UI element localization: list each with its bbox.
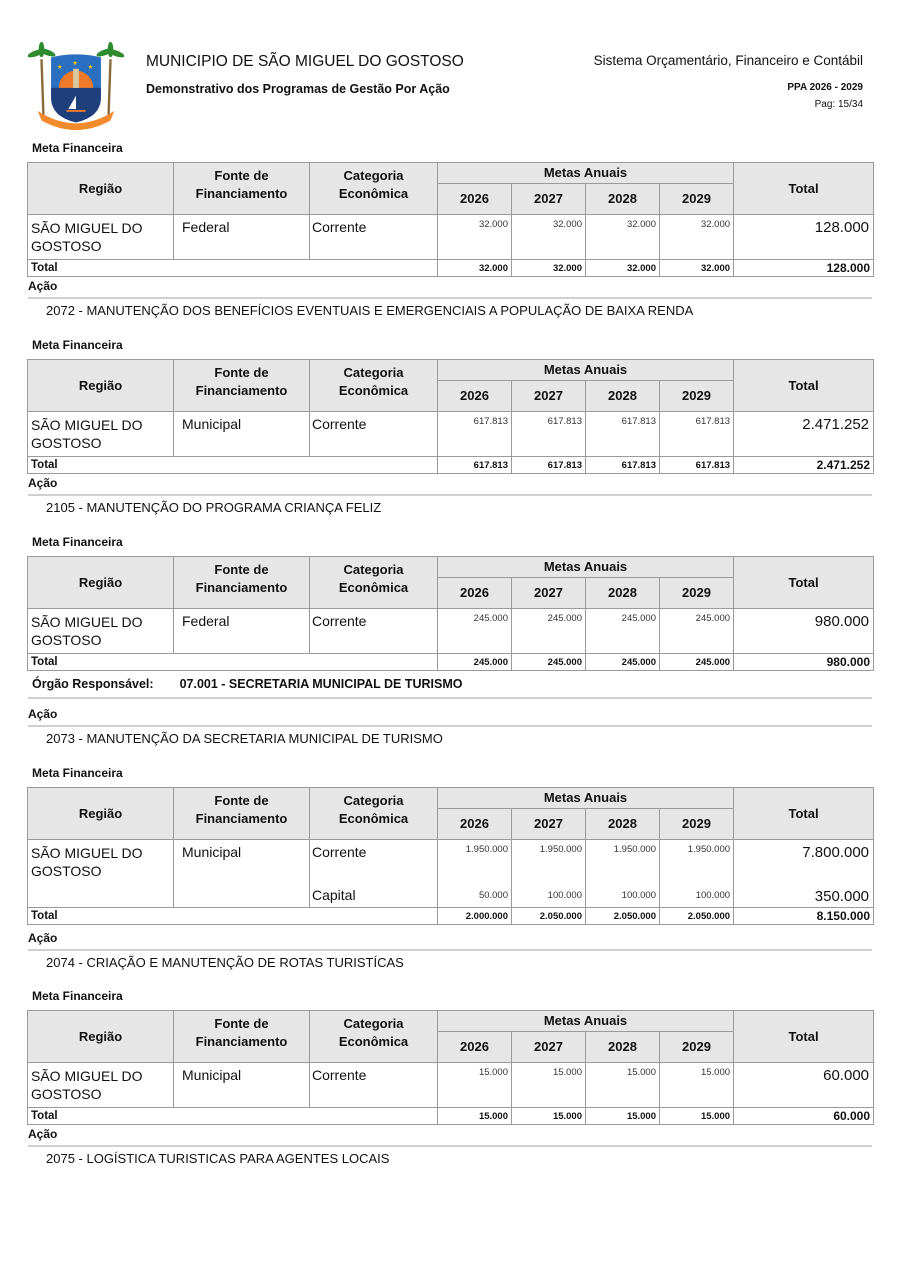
acao-label: Ação bbox=[28, 931, 58, 945]
total-value: 617.813 bbox=[586, 457, 660, 474]
header-year: 2027 bbox=[512, 578, 586, 609]
cell-value: 32.000 bbox=[586, 215, 660, 260]
cell-value: 245.000 bbox=[438, 609, 512, 654]
cell-categoria: Corrente bbox=[310, 1063, 438, 1108]
coat-of-arms-logo bbox=[28, 40, 124, 132]
cell-regiao: SÃO MIGUEL DO GOSTOSO bbox=[28, 609, 174, 654]
cell-value: 245.000 bbox=[660, 609, 734, 654]
meta-financeira-label: Meta Financeira bbox=[32, 535, 123, 549]
cell-value: 1.950.000 bbox=[438, 840, 512, 878]
total-row bbox=[28, 908, 874, 925]
meta-financeira-label: Meta Financeira bbox=[32, 141, 123, 155]
cell-value: 245.000 bbox=[512, 609, 586, 654]
header-regiao: Região bbox=[28, 360, 174, 412]
total-label: Total bbox=[28, 260, 438, 277]
cell-total: 60.000 bbox=[734, 1063, 874, 1108]
total-value: 32.000 bbox=[438, 260, 512, 277]
acao-label: Ação bbox=[28, 707, 58, 721]
total-value: 617.813 bbox=[660, 457, 734, 474]
header-metas-anuais: Metas Anuais bbox=[438, 788, 734, 809]
total-value: 2.050.000 bbox=[586, 908, 660, 925]
header-year: 2026 bbox=[438, 809, 512, 840]
header-total: Total bbox=[734, 1011, 874, 1063]
header-categoria: Categoria Econômica bbox=[310, 788, 438, 840]
cell-value: 32.000 bbox=[512, 215, 586, 260]
header-fonte: Fonte de Financiamento bbox=[174, 360, 310, 412]
cell-total: 980.000 bbox=[734, 609, 874, 654]
total-value: 245.000 bbox=[586, 654, 660, 671]
total-label: Total bbox=[28, 908, 438, 925]
cell-total: 2.471.252 bbox=[734, 412, 874, 457]
cell-fonte: Municipal bbox=[174, 1063, 310, 1108]
total-row bbox=[28, 260, 874, 277]
cell-fonte: Federal bbox=[174, 215, 310, 260]
meta-financeira-table bbox=[27, 556, 874, 671]
cell-value: 100.000 bbox=[512, 878, 586, 908]
orgao-responsavel bbox=[32, 677, 463, 691]
meta-financeira-label: Meta Financeira bbox=[32, 989, 123, 1003]
header-year: 2029 bbox=[660, 1032, 734, 1063]
cell-value: 100.000 bbox=[660, 878, 734, 908]
header-total: Total bbox=[734, 788, 874, 840]
meta-financeira-label: Meta Financeira bbox=[32, 338, 123, 352]
cell-fonte: Municipal bbox=[174, 412, 310, 457]
header-regiao: Região bbox=[28, 788, 174, 840]
cell-categoria: Corrente bbox=[310, 412, 438, 457]
grand-total: 128.000 bbox=[734, 260, 874, 277]
acao-title: 2074 - CRIAÇÃO E MANUTENÇÃO DE ROTAS TURISTÍCAS bbox=[46, 955, 404, 970]
header-year: 2029 bbox=[660, 578, 734, 609]
header-year: 2026 bbox=[438, 1032, 512, 1063]
header-total: Total bbox=[734, 163, 874, 215]
cell-value: 15.000 bbox=[660, 1063, 734, 1108]
header-year: 2028 bbox=[586, 184, 660, 215]
header-year: 2026 bbox=[438, 184, 512, 215]
grand-total: 980.000 bbox=[734, 654, 874, 671]
acao-title: 2075 - LOGÍSTICA TURISTICAS PARA AGENTES LOCAIS bbox=[46, 1151, 390, 1166]
header-year: 2027 bbox=[512, 1032, 586, 1063]
total-value: 32.000 bbox=[512, 260, 586, 277]
meta-financeira-table bbox=[27, 787, 874, 925]
meta-financeira-table bbox=[27, 162, 874, 277]
total-value: 15.000 bbox=[660, 1108, 734, 1125]
cell-regiao: SÃO MIGUEL DO GOSTOSO bbox=[28, 840, 174, 908]
cell-fonte: Federal bbox=[174, 609, 310, 654]
header-categoria: Categoria Econômica bbox=[310, 557, 438, 609]
header-total: Total bbox=[734, 360, 874, 412]
cell-total: 7.800.000 bbox=[734, 840, 874, 878]
meta-financeira-table bbox=[27, 359, 874, 474]
table-row bbox=[28, 412, 874, 457]
acao-title: 2072 - MANUTENÇÃO DOS BENEFÍCIOS EVENTUAIS E EMERGENCIAIS A POPULAÇÃO DE BAIXA RENDA bbox=[46, 303, 694, 318]
cell-value: 15.000 bbox=[438, 1063, 512, 1108]
cell-value: 617.813 bbox=[512, 412, 586, 457]
header-categoria: Categoria Econômica bbox=[310, 360, 438, 412]
system-name: Sistema Orçamentário, Financeiro e Contábil bbox=[593, 53, 863, 68]
cell-regiao: SÃO MIGUEL DO GOSTOSO bbox=[28, 412, 174, 457]
acao-title: 2073 - MANUTENÇÃO DA SECRETARIA MUNICIPAL DE TURISMO bbox=[46, 731, 443, 746]
header-fonte: Fonte de Financiamento bbox=[174, 163, 310, 215]
table-row bbox=[28, 609, 874, 654]
cell-regiao: SÃO MIGUEL DO GOSTOSO bbox=[28, 1063, 174, 1108]
total-value: 32.000 bbox=[660, 260, 734, 277]
header-year: 2029 bbox=[660, 381, 734, 412]
grand-total: 2.471.252 bbox=[734, 457, 874, 474]
header-year: 2027 bbox=[512, 381, 586, 412]
header-metas-anuais: Metas Anuais bbox=[438, 557, 734, 578]
total-value: 617.813 bbox=[512, 457, 586, 474]
header-regiao: Região bbox=[28, 557, 174, 609]
header-metas-anuais: Metas Anuais bbox=[438, 360, 734, 381]
cell-categoria: Capital bbox=[310, 878, 438, 908]
cell-categoria: Corrente bbox=[310, 609, 438, 654]
header-year: 2026 bbox=[438, 381, 512, 412]
total-value: 32.000 bbox=[586, 260, 660, 277]
acao-label: Ação bbox=[28, 1127, 58, 1141]
divider bbox=[28, 494, 872, 496]
header-categoria: Categoria Econômica bbox=[310, 163, 438, 215]
meta-financeira-table bbox=[27, 1010, 874, 1125]
cell-value: 1.950.000 bbox=[660, 840, 734, 878]
total-label: Total bbox=[28, 457, 438, 474]
cell-value: 15.000 bbox=[512, 1063, 586, 1108]
header-year: 2027 bbox=[512, 809, 586, 840]
total-row bbox=[28, 654, 874, 671]
cell-fonte: Municipal bbox=[174, 840, 310, 908]
ppa-period: PPA 2026 - 2029 bbox=[787, 82, 863, 93]
total-value: 15.000 bbox=[438, 1108, 512, 1125]
cell-categoria: Corrente bbox=[310, 215, 438, 260]
municipality-name: MUNICIPIO DE SÃO MIGUEL DO GOSTOSO bbox=[146, 53, 464, 70]
header-year: 2029 bbox=[660, 809, 734, 840]
total-label: Total bbox=[28, 654, 438, 671]
cell-value: 1.950.000 bbox=[586, 840, 660, 878]
divider bbox=[28, 697, 872, 699]
cell-regiao: SÃO MIGUEL DO GOSTOSO bbox=[28, 215, 174, 260]
header-year: 2028 bbox=[586, 578, 660, 609]
orgao-label: Órgão Responsável: bbox=[32, 677, 154, 691]
total-label: Total bbox=[28, 1108, 438, 1125]
divider bbox=[28, 725, 872, 727]
total-value: 2.050.000 bbox=[512, 908, 586, 925]
divider bbox=[28, 949, 872, 951]
acao-label: Ação bbox=[28, 279, 58, 293]
cell-value: 100.000 bbox=[586, 878, 660, 908]
cell-value: 617.813 bbox=[660, 412, 734, 457]
total-value: 245.000 bbox=[512, 654, 586, 671]
total-value: 617.813 bbox=[438, 457, 512, 474]
svg-text:★: ★ bbox=[87, 63, 94, 71]
header-year: 2028 bbox=[586, 1032, 660, 1063]
orgao-value: 07.001 - SECRETARIA MUNICIPAL DE TURISMO bbox=[179, 677, 463, 691]
table-row bbox=[28, 840, 874, 878]
cell-value: 50.000 bbox=[438, 878, 512, 908]
header-categoria: Categoria Econômica bbox=[310, 1011, 438, 1063]
report-title: Demonstrativo dos Programas de Gestão Por Ação bbox=[146, 82, 450, 96]
acao-title: 2105 - MANUTENÇÃO DO PROGRAMA CRIANÇA FELIZ bbox=[46, 500, 382, 515]
header-regiao: Região bbox=[28, 163, 174, 215]
cell-value: 32.000 bbox=[438, 215, 512, 260]
acao-label: Ação bbox=[28, 476, 58, 490]
cell-value: 617.813 bbox=[586, 412, 660, 457]
cell-value: 1.950.000 bbox=[512, 840, 586, 878]
header-year: 2027 bbox=[512, 184, 586, 215]
total-value: 2.000.000 bbox=[438, 908, 512, 925]
report-header bbox=[0, 0, 900, 140]
table-row bbox=[28, 215, 874, 260]
header-regiao: Região bbox=[28, 1011, 174, 1063]
total-value: 245.000 bbox=[438, 654, 512, 671]
header-fonte: Fonte de Financiamento bbox=[174, 788, 310, 840]
header-year: 2026 bbox=[438, 578, 512, 609]
meta-financeira-label: Meta Financeira bbox=[32, 766, 123, 780]
header-metas-anuais: Metas Anuais bbox=[438, 163, 734, 184]
total-value: 2.050.000 bbox=[660, 908, 734, 925]
cell-categoria: Corrente bbox=[310, 840, 438, 878]
divider bbox=[28, 1145, 872, 1147]
header-year: 2028 bbox=[586, 809, 660, 840]
divider bbox=[28, 297, 872, 299]
total-row bbox=[28, 1108, 874, 1125]
header-year: 2029 bbox=[660, 184, 734, 215]
total-value: 15.000 bbox=[512, 1108, 586, 1125]
cell-total: 350.000 bbox=[734, 878, 874, 908]
table-row bbox=[28, 1063, 874, 1108]
header-year: 2028 bbox=[586, 381, 660, 412]
cell-value: 15.000 bbox=[586, 1063, 660, 1108]
page-number: Pag: 15/34 bbox=[814, 99, 863, 110]
header-total: Total bbox=[734, 557, 874, 609]
header-fonte: Fonte de Financiamento bbox=[174, 557, 310, 609]
total-row bbox=[28, 457, 874, 474]
cell-total: 128.000 bbox=[734, 215, 874, 260]
svg-text:★: ★ bbox=[56, 63, 63, 71]
header-metas-anuais: Metas Anuais bbox=[438, 1011, 734, 1032]
grand-total: 60.000 bbox=[734, 1108, 874, 1125]
cell-value: 617.813 bbox=[438, 412, 512, 457]
total-value: 245.000 bbox=[660, 654, 734, 671]
header-fonte: Fonte de Financiamento bbox=[174, 1011, 310, 1063]
cell-value: 32.000 bbox=[660, 215, 734, 260]
grand-total: 8.150.000 bbox=[734, 908, 874, 925]
cell-value: 245.000 bbox=[586, 609, 660, 654]
total-value: 15.000 bbox=[586, 1108, 660, 1125]
svg-text:★: ★ bbox=[72, 59, 79, 67]
